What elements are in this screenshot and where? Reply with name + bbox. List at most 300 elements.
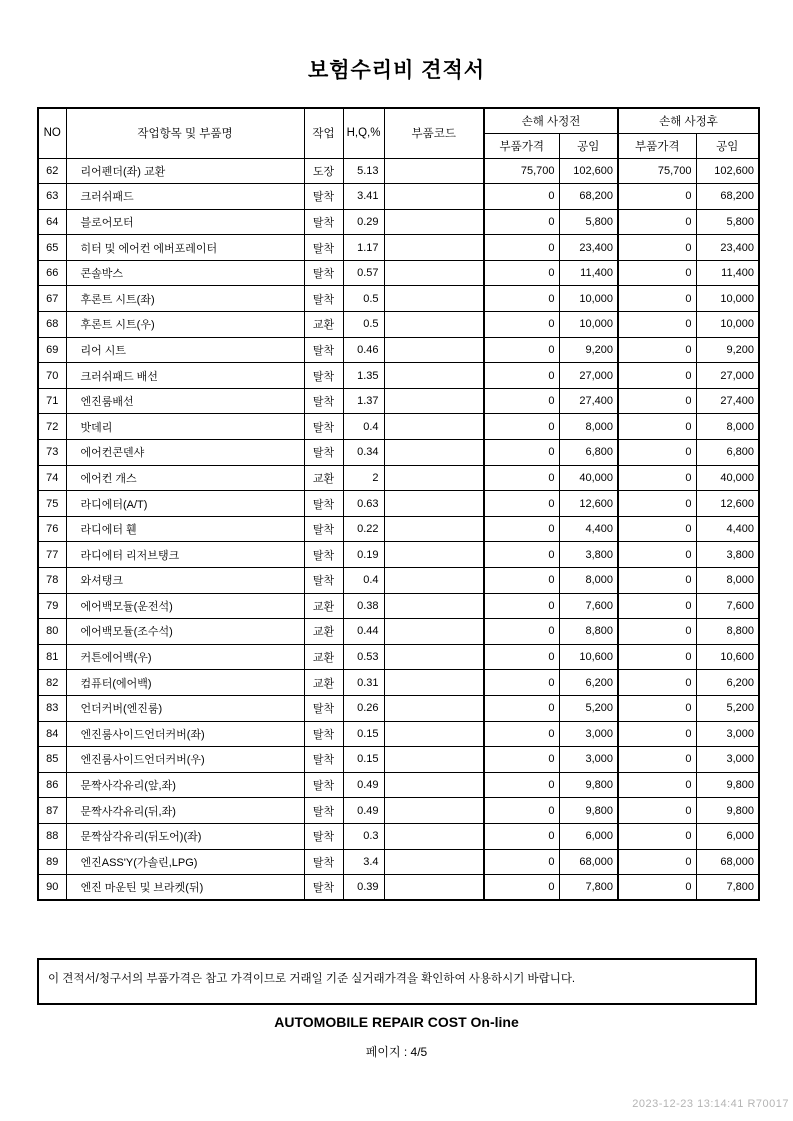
hq-value: 0.38 <box>343 593 384 619</box>
hq-value: 0.5 <box>343 286 384 312</box>
post-part-price: 75,700 <box>618 158 696 184</box>
item-name: 에어컨콘덴샤 <box>66 440 304 466</box>
hq-value: 0.15 <box>343 747 384 773</box>
post-part-price: 0 <box>618 235 696 261</box>
work-type: 교환 <box>304 644 343 670</box>
item-name: 엔진룸배선 <box>66 388 304 414</box>
row-no: 69 <box>38 337 66 363</box>
table-row <box>38 747 759 773</box>
part-code <box>384 286 484 312</box>
row-no: 66 <box>38 260 66 286</box>
work-type: 탈착 <box>304 747 343 773</box>
work-type: 탈착 <box>304 337 343 363</box>
hq-value: 0.53 <box>343 644 384 670</box>
pre-part-price: 0 <box>484 875 559 901</box>
pre-part-price: 0 <box>484 491 559 517</box>
pre-part-price: 0 <box>484 849 559 875</box>
hq-value: 0.57 <box>343 260 384 286</box>
pre-labor: 68,200 <box>559 184 618 210</box>
part-code <box>384 158 484 184</box>
item-name: 엔진ASS'Y(가솔린,LPG) <box>66 849 304 875</box>
part-code <box>384 670 484 696</box>
header-post-labor: 공임 <box>696 133 759 158</box>
table-row <box>38 849 759 875</box>
part-code <box>384 823 484 849</box>
pre-labor: 6,200 <box>559 670 618 696</box>
pre-labor: 8,000 <box>559 568 618 594</box>
row-no: 87 <box>38 798 66 824</box>
hq-value: 0.19 <box>343 542 384 568</box>
part-code <box>384 414 484 440</box>
work-type: 탈착 <box>304 516 343 542</box>
table-row <box>38 465 759 491</box>
row-no: 65 <box>38 235 66 261</box>
pre-labor: 5,200 <box>559 695 618 721</box>
part-code <box>384 465 484 491</box>
work-type: 탈착 <box>304 772 343 798</box>
part-code <box>384 491 484 517</box>
post-part-price: 0 <box>618 568 696 594</box>
pre-labor: 3,800 <box>559 542 618 568</box>
notice-text: 이 견적서/청구서의 부품가격은 참고 가격이므로 거래일 기준 실거래가격을 확인하여 사용하시기 바랍니다. <box>48 973 576 985</box>
header-pre-part-price: 부품가격 <box>484 133 559 158</box>
part-code <box>384 337 484 363</box>
table-row <box>38 516 759 542</box>
print-timestamp: 2023-12-23 13:14:41 R70017 <box>632 1098 789 1110</box>
part-code <box>384 209 484 235</box>
table-row <box>38 491 759 517</box>
work-type: 탈착 <box>304 542 343 568</box>
post-labor: 10,000 <box>696 312 759 338</box>
pre-part-price: 0 <box>484 209 559 235</box>
item-name: 히터 및 에어컨 에버포레이터 <box>66 235 304 261</box>
pre-labor: 11,400 <box>559 260 618 286</box>
page-number: 페이지 : 4/5 <box>365 1045 428 1059</box>
row-no: 83 <box>38 695 66 721</box>
post-labor: 7,800 <box>696 875 759 901</box>
work-type: 탈착 <box>304 363 343 389</box>
hq-value: 0.4 <box>343 414 384 440</box>
post-labor: 3,000 <box>696 747 759 773</box>
pre-labor: 40,000 <box>559 465 618 491</box>
item-name: 에어백모듈(운전석) <box>66 593 304 619</box>
post-part-price: 0 <box>618 695 696 721</box>
hq-value: 0.49 <box>343 798 384 824</box>
hq-value: 0.22 <box>343 516 384 542</box>
item-name: 리어펜더(좌) 교환 <box>66 158 304 184</box>
post-labor: 9,800 <box>696 772 759 798</box>
pre-part-price: 0 <box>484 798 559 824</box>
row-no: 90 <box>38 875 66 901</box>
table-row <box>38 440 759 466</box>
table-row <box>38 568 759 594</box>
work-type: 탈착 <box>304 695 343 721</box>
pre-labor: 27,000 <box>559 363 618 389</box>
pre-labor: 102,600 <box>559 158 618 184</box>
table-row <box>38 363 759 389</box>
table-row <box>38 670 759 696</box>
post-labor: 23,400 <box>696 235 759 261</box>
hq-value: 0.5 <box>343 312 384 338</box>
work-type: 도장 <box>304 158 343 184</box>
part-code <box>384 184 484 210</box>
item-name: 후론트 시트(우) <box>66 312 304 338</box>
item-name: 리어 시트 <box>66 337 304 363</box>
pre-part-price: 0 <box>484 363 559 389</box>
work-type: 교환 <box>304 465 343 491</box>
post-part-price: 0 <box>618 286 696 312</box>
work-type: 탈착 <box>304 260 343 286</box>
post-labor: 10,600 <box>696 644 759 670</box>
post-part-price: 0 <box>618 747 696 773</box>
post-part-price: 0 <box>618 875 696 901</box>
part-code <box>384 849 484 875</box>
hq-value: 5.13 <box>343 158 384 184</box>
row-no: 77 <box>38 542 66 568</box>
pre-labor: 9,800 <box>559 798 618 824</box>
post-labor: 8,000 <box>696 414 759 440</box>
row-no: 81 <box>38 644 66 670</box>
table-row <box>38 337 759 363</box>
item-name: 라디에터 휀 <box>66 516 304 542</box>
pre-part-price: 0 <box>484 747 559 773</box>
notice-box <box>37 958 757 1005</box>
document-title: 보험수리비 견적서 <box>307 59 486 82</box>
post-part-price: 0 <box>618 670 696 696</box>
work-type: 탈착 <box>304 849 343 875</box>
work-type: 탈착 <box>304 184 343 210</box>
hq-value: 1.37 <box>343 388 384 414</box>
post-labor: 3,000 <box>696 721 759 747</box>
work-type: 교환 <box>304 670 343 696</box>
hq-value: 0.31 <box>343 670 384 696</box>
work-type: 탈착 <box>304 388 343 414</box>
row-no: 80 <box>38 619 66 645</box>
item-name: 에어컨 개스 <box>66 465 304 491</box>
item-name: 엔진룸사이드언더커버(우) <box>66 747 304 773</box>
post-part-price: 0 <box>618 516 696 542</box>
table-row <box>38 414 759 440</box>
pre-part-price: 0 <box>484 721 559 747</box>
post-labor: 9,200 <box>696 337 759 363</box>
header-no: NO <box>38 108 66 158</box>
work-type: 탈착 <box>304 875 343 901</box>
work-type: 탈착 <box>304 414 343 440</box>
row-no: 63 <box>38 184 66 210</box>
row-no: 71 <box>38 388 66 414</box>
post-part-price: 0 <box>618 491 696 517</box>
post-part-price: 0 <box>618 388 696 414</box>
post-part-price: 0 <box>618 772 696 798</box>
hq-value: 2 <box>343 465 384 491</box>
item-name: 와셔탱크 <box>66 568 304 594</box>
pre-labor: 7,600 <box>559 593 618 619</box>
row-no: 68 <box>38 312 66 338</box>
post-part-price: 0 <box>618 209 696 235</box>
table-row <box>38 286 759 312</box>
post-part-price: 0 <box>618 465 696 491</box>
post-part-price: 0 <box>618 721 696 747</box>
part-code <box>384 260 484 286</box>
row-no: 85 <box>38 747 66 773</box>
item-name: 라디에터(A/T) <box>66 491 304 517</box>
pre-part-price: 0 <box>484 644 559 670</box>
header-item-name: 작업항목 및 부품명 <box>66 108 304 158</box>
row-no: 76 <box>38 516 66 542</box>
item-name: 밧데리 <box>66 414 304 440</box>
pre-labor: 7,800 <box>559 875 618 901</box>
estimate-table <box>37 107 760 901</box>
work-type: 교환 <box>304 619 343 645</box>
row-no: 88 <box>38 823 66 849</box>
work-type: 교환 <box>304 593 343 619</box>
post-labor: 10,000 <box>696 286 759 312</box>
post-part-price: 0 <box>618 849 696 875</box>
pre-part-price: 0 <box>484 184 559 210</box>
post-labor: 6,800 <box>696 440 759 466</box>
pre-labor: 8,000 <box>559 414 618 440</box>
item-name: 콘솔박스 <box>66 260 304 286</box>
work-type: 교환 <box>304 312 343 338</box>
table-row <box>38 721 759 747</box>
header-pre-assessment-group: 손해 사정전 <box>484 108 618 133</box>
estimate-table-body <box>38 158 759 900</box>
hq-value: 1.35 <box>343 363 384 389</box>
item-name: 크러쉬패드 <box>66 184 304 210</box>
row-no: 64 <box>38 209 66 235</box>
hq-value: 0.26 <box>343 695 384 721</box>
brand-line: AUTOMOBILE REPAIR COST On-line <box>274 1014 519 1030</box>
part-code <box>384 363 484 389</box>
part-code <box>384 721 484 747</box>
item-name: 문짝사각유리(뒤,좌) <box>66 798 304 824</box>
post-part-price: 0 <box>618 798 696 824</box>
item-name: 문짝사각유리(앞,좌) <box>66 772 304 798</box>
post-labor: 5,800 <box>696 209 759 235</box>
work-type: 탈착 <box>304 286 343 312</box>
post-labor: 6,000 <box>696 823 759 849</box>
table-row <box>38 209 759 235</box>
pre-part-price: 0 <box>484 542 559 568</box>
post-labor: 27,000 <box>696 363 759 389</box>
post-part-price: 0 <box>618 440 696 466</box>
hq-value: 0.34 <box>343 440 384 466</box>
item-name: 블로어모터 <box>66 209 304 235</box>
post-part-price: 0 <box>618 184 696 210</box>
pre-part-price: 0 <box>484 593 559 619</box>
header-work-type: 작업 <box>304 108 343 158</box>
pre-labor: 10,000 <box>559 286 618 312</box>
table-row <box>38 260 759 286</box>
post-labor: 3,800 <box>696 542 759 568</box>
work-type: 탈착 <box>304 568 343 594</box>
post-part-price: 0 <box>618 312 696 338</box>
pre-part-price: 0 <box>484 286 559 312</box>
post-labor: 40,000 <box>696 465 759 491</box>
pre-labor: 12,600 <box>559 491 618 517</box>
work-type: 탈착 <box>304 440 343 466</box>
pre-part-price: 0 <box>484 619 559 645</box>
work-type: 탈착 <box>304 491 343 517</box>
item-name: 크러쉬패드 배선 <box>66 363 304 389</box>
pre-labor: 27,400 <box>559 388 618 414</box>
pre-labor: 4,400 <box>559 516 618 542</box>
pre-labor: 5,800 <box>559 209 618 235</box>
post-part-price: 0 <box>618 644 696 670</box>
row-no: 73 <box>38 440 66 466</box>
work-type: 탈착 <box>304 798 343 824</box>
post-labor: 8,800 <box>696 619 759 645</box>
part-code <box>384 312 484 338</box>
header-pre-labor: 공임 <box>559 133 618 158</box>
row-no: 89 <box>38 849 66 875</box>
table-row <box>38 235 759 261</box>
post-labor: 8,000 <box>696 568 759 594</box>
row-no: 74 <box>38 465 66 491</box>
pre-part-price: 0 <box>484 235 559 261</box>
row-no: 70 <box>38 363 66 389</box>
table-row <box>38 542 759 568</box>
hq-value: 0.49 <box>343 772 384 798</box>
pre-part-price: 0 <box>484 695 559 721</box>
pre-labor: 3,000 <box>559 721 618 747</box>
hq-value: 0.39 <box>343 875 384 901</box>
pre-part-price: 75,700 <box>484 158 559 184</box>
item-name: 엔진룸사이드언더커버(좌) <box>66 721 304 747</box>
hq-value: 3.4 <box>343 849 384 875</box>
table-row <box>38 619 759 645</box>
pre-part-price: 0 <box>484 388 559 414</box>
part-code <box>384 388 484 414</box>
hq-value: 0.3 <box>343 823 384 849</box>
pre-labor: 6,800 <box>559 440 618 466</box>
pre-labor: 6,000 <box>559 823 618 849</box>
post-labor: 9,800 <box>696 798 759 824</box>
row-no: 86 <box>38 772 66 798</box>
hq-value: 0.44 <box>343 619 384 645</box>
hq-value: 0.4 <box>343 568 384 594</box>
row-no: 82 <box>38 670 66 696</box>
table-row <box>38 798 759 824</box>
post-labor: 27,400 <box>696 388 759 414</box>
post-labor: 7,600 <box>696 593 759 619</box>
part-code <box>384 619 484 645</box>
header-post-assessment-group: 손해 사정후 <box>618 108 759 133</box>
pre-labor: 3,000 <box>559 747 618 773</box>
pre-labor: 8,800 <box>559 619 618 645</box>
header-part-code: 부품코드 <box>384 108 484 158</box>
pre-part-price: 0 <box>484 260 559 286</box>
post-part-price: 0 <box>618 593 696 619</box>
item-name: 후론트 시트(좌) <box>66 286 304 312</box>
post-part-price: 0 <box>618 337 696 363</box>
post-part-price: 0 <box>618 414 696 440</box>
pre-part-price: 0 <box>484 337 559 363</box>
table-row <box>38 875 759 901</box>
item-name: 문짝삼각유리(뒤도어)(좌) <box>66 823 304 849</box>
table-header <box>38 108 759 158</box>
table-row <box>38 312 759 338</box>
part-code <box>384 798 484 824</box>
header-hq-percent: H,Q,% <box>343 108 384 158</box>
item-name: 에어백모듈(조수석) <box>66 619 304 645</box>
pre-labor: 10,600 <box>559 644 618 670</box>
part-code <box>384 440 484 466</box>
post-part-price: 0 <box>618 823 696 849</box>
post-labor: 102,600 <box>696 158 759 184</box>
work-type: 탈착 <box>304 235 343 261</box>
table-row <box>38 388 759 414</box>
part-code <box>384 772 484 798</box>
post-labor: 4,400 <box>696 516 759 542</box>
work-type: 탈착 <box>304 823 343 849</box>
pre-part-price: 0 <box>484 568 559 594</box>
item-name: 커튼에어백(우) <box>66 644 304 670</box>
part-code <box>384 516 484 542</box>
pre-part-price: 0 <box>484 440 559 466</box>
row-no: 72 <box>38 414 66 440</box>
part-code <box>384 568 484 594</box>
pre-labor: 68,000 <box>559 849 618 875</box>
row-no: 84 <box>38 721 66 747</box>
header-post-part-price: 부품가격 <box>618 133 696 158</box>
table-row <box>38 184 759 210</box>
post-labor: 68,000 <box>696 849 759 875</box>
post-labor: 68,200 <box>696 184 759 210</box>
pre-labor: 9,800 <box>559 772 618 798</box>
hq-value: 3.41 <box>343 184 384 210</box>
post-labor: 6,200 <box>696 670 759 696</box>
pre-part-price: 0 <box>484 823 559 849</box>
row-no: 78 <box>38 568 66 594</box>
row-no: 62 <box>38 158 66 184</box>
hq-value: 0.15 <box>343 721 384 747</box>
post-part-price: 0 <box>618 542 696 568</box>
pre-part-price: 0 <box>484 516 559 542</box>
pre-labor: 9,200 <box>559 337 618 363</box>
table-row <box>38 823 759 849</box>
item-name: 언더커버(엔진룸) <box>66 695 304 721</box>
pre-part-price: 0 <box>484 312 559 338</box>
pre-part-price: 0 <box>484 772 559 798</box>
part-code <box>384 593 484 619</box>
pre-part-price: 0 <box>484 414 559 440</box>
table-row <box>38 593 759 619</box>
post-labor: 5,200 <box>696 695 759 721</box>
item-name: 라디에터 리저브탱크 <box>66 542 304 568</box>
post-part-price: 0 <box>618 363 696 389</box>
work-type: 탈착 <box>304 209 343 235</box>
hq-value: 0.46 <box>343 337 384 363</box>
table-row <box>38 644 759 670</box>
work-type: 탈착 <box>304 721 343 747</box>
post-part-price: 0 <box>618 619 696 645</box>
part-code <box>384 235 484 261</box>
part-code <box>384 747 484 773</box>
post-labor: 12,600 <box>696 491 759 517</box>
table-row <box>38 772 759 798</box>
pre-labor: 10,000 <box>559 312 618 338</box>
row-no: 79 <box>38 593 66 619</box>
pre-labor: 23,400 <box>559 235 618 261</box>
row-no: 67 <box>38 286 66 312</box>
part-code <box>384 695 484 721</box>
part-code <box>384 542 484 568</box>
pre-part-price: 0 <box>484 670 559 696</box>
hq-value: 0.29 <box>343 209 384 235</box>
item-name: 컴퓨터(에어백) <box>66 670 304 696</box>
hq-value: 1.17 <box>343 235 384 261</box>
